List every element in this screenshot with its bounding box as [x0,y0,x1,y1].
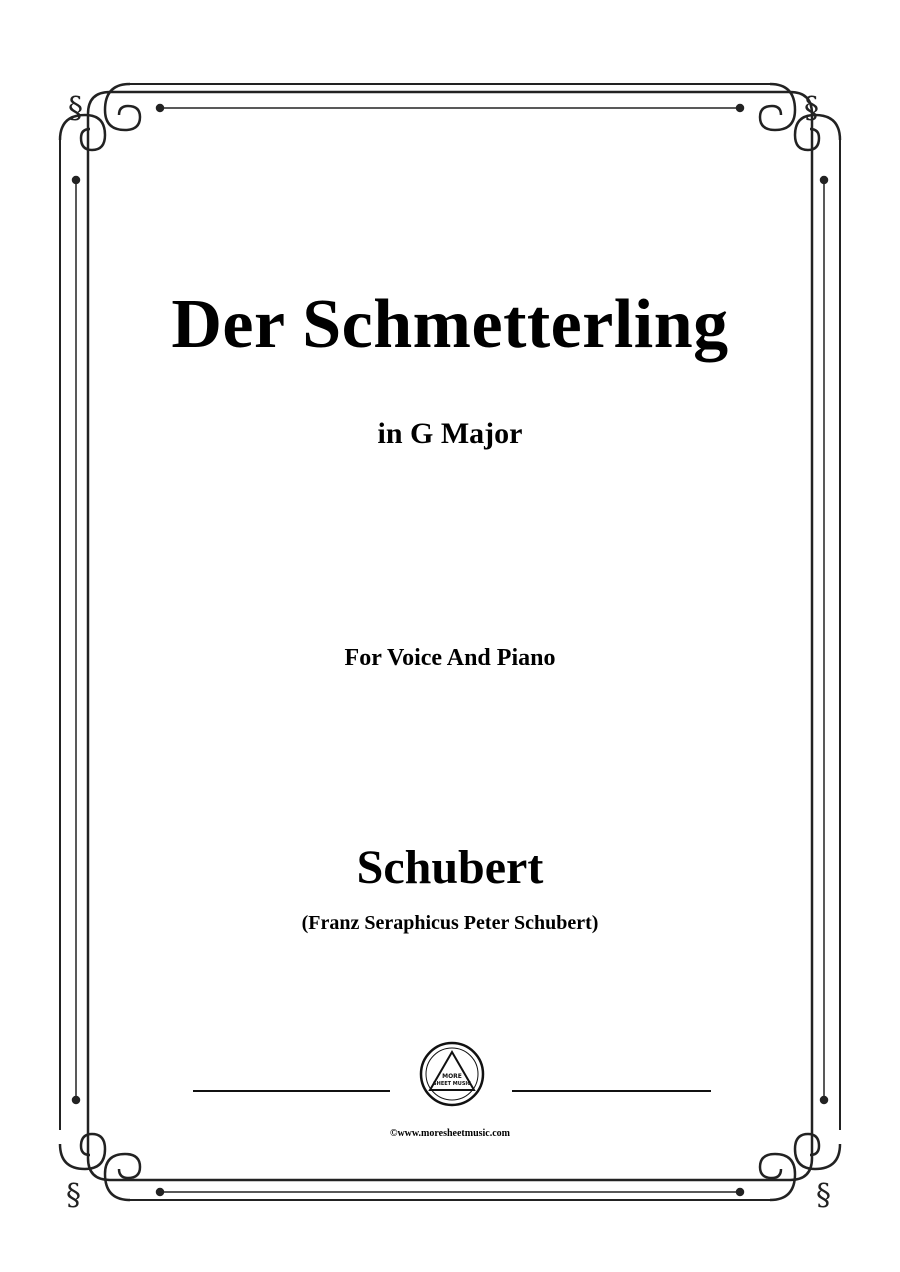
divider-right [512,1090,711,1092]
svg-text:MORE: MORE [442,1073,462,1080]
section-glyph-bottom-right: § [816,1178,831,1213]
key-signature: in G Major [377,417,523,450]
svg-text:§: § [68,91,83,126]
corner-ornament-top-left [60,84,163,183]
page-title: Der Schmetterling [171,286,729,363]
corner-ornament-top-right [737,84,840,183]
copyright-notice: ©www.moresheetmusic.com [389,1128,511,1139]
divider-left [193,1090,390,1092]
instrumentation: For Voice And Piano [344,645,556,671]
composer-name: Schubert [356,841,544,894]
publisher-logo-icon [418,1040,486,1108]
section-glyph-bottom-left: § [66,1178,81,1213]
svg-text:§: § [804,91,819,126]
composer-full-name: (Franz Seraphicus Peter Schubert) [301,912,599,934]
svg-text:SHEET MUSIC: SHEET MUSIC [433,1081,471,1087]
